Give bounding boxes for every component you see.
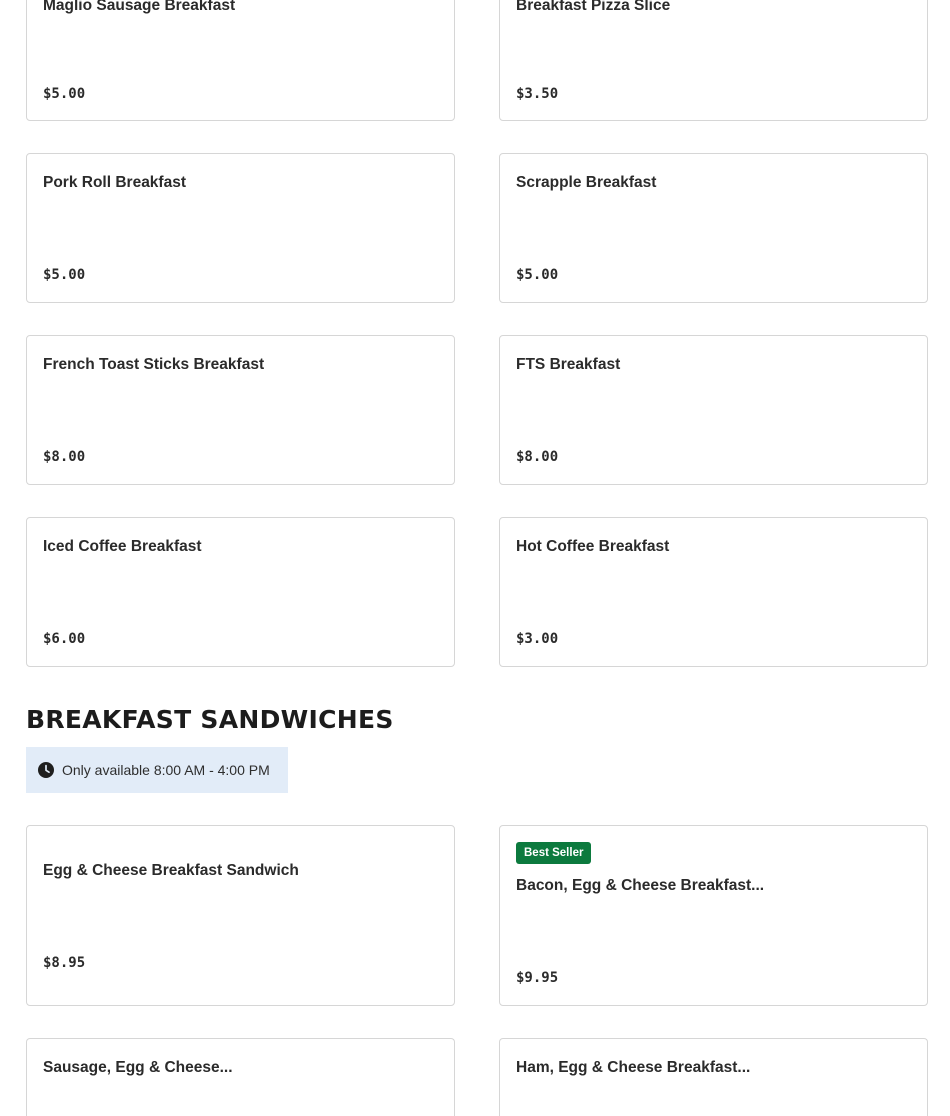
menu-item-name: French Toast Sticks Breakfast	[43, 356, 265, 373]
availability-banner	[26, 747, 288, 793]
menu-item-name: Sausage, Egg & Cheese...	[43, 1059, 233, 1076]
menu-item-card[interactable]	[26, 517, 455, 667]
menu-item-card[interactable]	[26, 0, 455, 121]
menu-item-card[interactable]	[499, 335, 928, 485]
menu-item-name: Bacon, Egg & Cheese Breakfast...	[516, 877, 765, 894]
menu-item-card[interactable]	[499, 1038, 928, 1116]
menu-item-name: FTS Breakfast	[516, 356, 621, 373]
menu-item-card[interactable]	[499, 153, 928, 303]
menu-item-card[interactable]	[26, 1038, 455, 1116]
menu-item-card[interactable]	[26, 335, 455, 485]
menu-item-price: $8.00	[516, 449, 559, 465]
best-seller-badge: Best Seller	[516, 842, 591, 864]
section-title: BREAKFAST SANDWICHES	[26, 705, 394, 734]
availability-text: Only available 8:00 AM - 4:00 PM	[62, 762, 270, 778]
menu-item-card[interactable]	[26, 825, 455, 1006]
menu-item-card[interactable]	[26, 153, 455, 303]
menu-item-price: $5.00	[43, 86, 86, 102]
menu-item-card[interactable]	[499, 517, 928, 667]
menu-item-name: Pork Roll Breakfast	[43, 174, 186, 191]
menu-item-card[interactable]	[499, 0, 928, 121]
clock-icon	[38, 762, 54, 778]
menu-item-price: $3.00	[516, 631, 559, 647]
menu-item-name: Maglio Sausage Breakfast	[43, 0, 236, 14]
menu-item-price: $5.00	[43, 267, 86, 283]
menu-item-name: Scrapple Breakfast	[516, 174, 657, 191]
menu-item-price: $8.95	[43, 955, 86, 971]
menu-item-name: Ham, Egg & Cheese Breakfast...	[516, 1059, 751, 1076]
menu-item-price: $9.95	[516, 970, 559, 986]
menu-item-card[interactable]	[499, 825, 928, 1006]
menu-item-price: $8.00	[43, 449, 86, 465]
menu-item-price: $3.50	[516, 86, 559, 102]
menu-item-price: $6.00	[43, 631, 86, 647]
menu-item-price: $5.00	[516, 267, 559, 283]
menu-item-name: Iced Coffee Breakfast	[43, 538, 202, 555]
menu-item-name: Hot Coffee Breakfast	[516, 538, 670, 555]
menu-item-name: Breakfast Pizza Slice	[516, 0, 671, 14]
menu-item-name: Egg & Cheese Breakfast Sandwich	[43, 862, 299, 879]
